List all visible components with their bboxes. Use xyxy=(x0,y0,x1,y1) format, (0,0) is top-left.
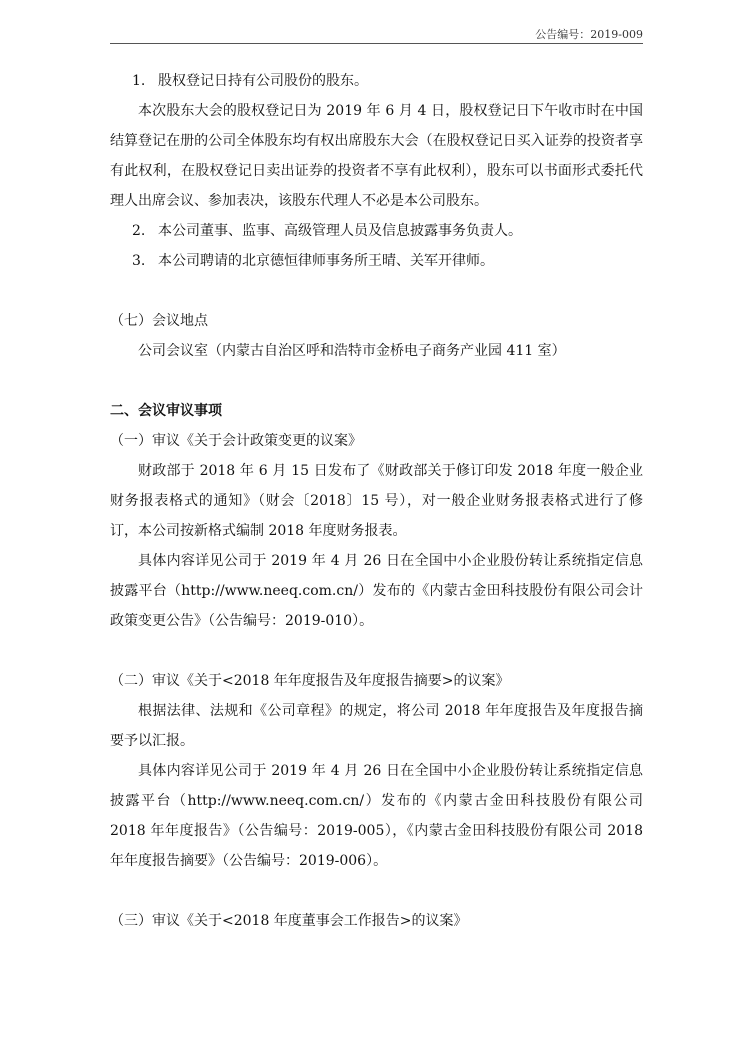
announcement-code: 公告编号：2019-009 xyxy=(535,28,643,41)
list-text: 股权登记日持有公司股份的股东。 xyxy=(158,73,368,89)
spacer xyxy=(110,876,643,906)
venue-heading: （七）会议地点 xyxy=(110,313,208,329)
venue-address: 公司会议室（内蒙古自治区呼和浩特市金桥电子商务产业园 411 室） xyxy=(138,343,566,359)
list-item-1 xyxy=(110,66,643,96)
list-text: 本公司董事、监事、高级管理人员及信息披露事务负责人。 xyxy=(158,223,522,239)
agenda-item-1-paragraph-2: 具体内容详见公司于 2019 年 4 月 26 日在全国中小企业股份转让系统指定信息披露平台（http://www.neeq.com.cn/）发布的《内蒙古金田科技股份有限公司会计政策变更公告》（公告编号：2019-010）。 xyxy=(110,553,643,629)
list-text: 本公司聘请的北京德恒律师事务所王晴、关军开律师。 xyxy=(158,253,494,269)
agenda-heading: 二、会议审议事项 xyxy=(110,403,222,419)
agenda-item-1-paragraph-1: 财政部于 2018 年 6 月 15 日发布了《财政部关于修订印发 2018 年度一般企业财务报表格式的通知》（财会〔2018〕15 号），对一般企业财务报表格式进行了修订，本公司按新格式编制 2018 年度财务报表。 xyxy=(110,463,643,539)
list-number: 1. xyxy=(132,73,146,89)
list-item-2 xyxy=(110,216,643,246)
agenda-item-3-title: （三）审议《关于<2018 年度董事会工作报告>的议案》 xyxy=(110,913,468,929)
agenda-item-1-title: （一）审议《关于会计政策变更的议案》 xyxy=(110,433,362,449)
header-divider xyxy=(110,43,643,44)
spacer xyxy=(110,366,643,396)
agenda-item-2-title: （二）审议《关于<2018 年年度报告及年度报告摘要>的议案》 xyxy=(110,673,510,689)
document-body xyxy=(110,66,643,936)
list-item-3 xyxy=(110,246,643,276)
list-number: 2. xyxy=(132,223,146,239)
list-number: 3. xyxy=(132,253,146,269)
record-date-paragraph: 本次股东大会的股权登记日为 2019 年 6 月 4 日，股权登记日下午收市时在中国结算登记在册的公司全体股东均有权出席股东大会（在股权登记日买入证券的投资者享有此权利，在股权登记日卖出证券的投资者不享有此权利），股东可以书面形式委托代理人出席会议、参加表决，该股东代理人不必是本公司股东。 xyxy=(110,103,643,209)
agenda-item-2-paragraph-1: 根据法律、法规和《公司章程》的规定，将公司 2018 年年度报告及年度报告摘要予以汇报。 xyxy=(110,703,643,749)
spacer xyxy=(110,636,643,666)
agenda-item-2-paragraph-2: 具体内容详见公司于 2019 年 4 月 26 日在全国中小企业股份转让系统指定信息披露平台（http://www.neeq.com.cn/）发布的《内蒙古金田科技股份有限公司 2018 年年度报告》（公告编号：2019-005），《内蒙古金田科技股份有限公司 2018 年年度报告摘要》（公告编号：2019-006）。 xyxy=(110,763,643,869)
spacer xyxy=(110,276,643,306)
